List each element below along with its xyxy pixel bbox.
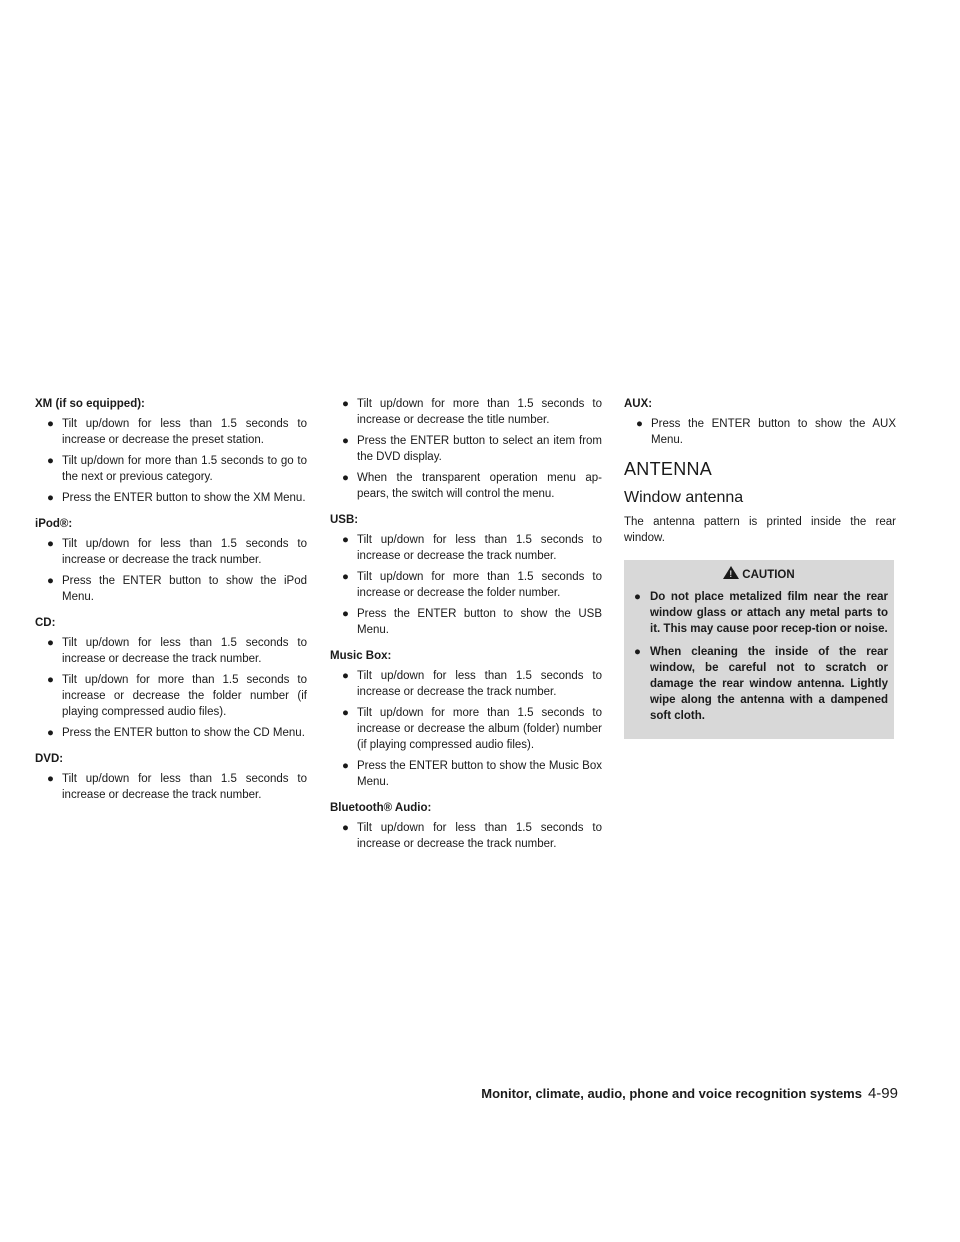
section-musicbox	[330, 648, 602, 790]
section-dvd-continued	[330, 396, 602, 502]
bullet-icon: ●	[47, 418, 54, 430]
bullet-icon: ●	[342, 398, 349, 410]
section-ipod	[35, 516, 307, 605]
list-item: ● Press the ENTER button to show the XM Menu.	[47, 492, 306, 504]
section-heading-dvd: DVD:	[35, 753, 64, 765]
list-item: ● Tilt up/down for less than 1.5 seconds to increase or decrease the track number.	[47, 773, 307, 801]
bullet-icon: ●	[342, 822, 349, 834]
bullet-icon: ●	[47, 637, 54, 649]
list-item: ● Tilt up/down for less than 1.5 seconds to increase or decrease the track number.	[47, 538, 307, 566]
list-item: ● Tilt up/down for less than 1.5 seconds to increase or decrease the track number.	[47, 637, 307, 665]
caution-box	[624, 560, 894, 739]
bullet-icon: ●	[342, 608, 349, 620]
bullet-icon: ●	[342, 435, 349, 447]
bullet-icon: ●	[634, 591, 641, 603]
list-item: ● Tilt up/down for less than 1.5 seconds to increase or decrease the track number.	[342, 534, 602, 562]
column-right	[624, 396, 896, 739]
bullet-icon: ●	[342, 534, 349, 546]
bullet-icon: ●	[634, 646, 641, 658]
bullet-icon: ●	[47, 674, 54, 686]
bullet-icon: ●	[342, 707, 349, 719]
bullet-icon: ●	[47, 455, 54, 467]
list-item: ● Press the ENTER button to show the CD Menu.	[47, 727, 305, 739]
antenna-paragraph: The antenna pattern is printed inside the rear window.	[624, 516, 896, 544]
bullet-icon: ●	[342, 472, 349, 484]
bullet-icon: ●	[342, 571, 349, 583]
list-item: ● Tilt up/down for more than 1.5 seconds to increase or decrease the album (folder) number (if playing compressed audio files).	[342, 707, 602, 751]
bullet-icon: ●	[636, 418, 643, 430]
section-heading-cd: CD:	[35, 617, 56, 629]
column-left	[35, 396, 307, 813]
bullet-icon: ●	[47, 575, 54, 587]
section-heading-xm: XM (if so equipped):	[35, 398, 145, 410]
section-cd	[35, 615, 307, 741]
list-item: ● Press the ENTER button to show the Music Box Menu.	[342, 760, 602, 788]
bullet-icon: ●	[342, 670, 349, 682]
caution-item: ● Do not place metalized film near the rear window glass or attach any metal parts to it. This may cause poor recep-tion or noise.	[634, 591, 888, 635]
page-footer	[481, 1085, 898, 1103]
column-middle	[330, 396, 602, 862]
list-item: ● When the transparent operation menu ap-pears, the switch will control the menu.	[342, 472, 602, 500]
list-item: ● Press the ENTER button to select an item from the DVD display.	[342, 435, 602, 463]
footer-title: Monitor, climate, audio, phone and voice recognition systems	[481, 1086, 862, 1101]
section-heading-ipod: iPod®:	[35, 518, 73, 530]
bullet-icon: ●	[47, 492, 54, 504]
list-item: ● Tilt up/down for more than 1.5 seconds to increase or decrease the folder number.	[342, 571, 602, 599]
window-antenna-heading: Window antenna	[624, 489, 744, 506]
page-number: 4-99	[867, 1085, 898, 1102]
section-heading-aux: AUX:	[624, 398, 653, 410]
list-item: ● Tilt up/down for less than 1.5 seconds to increase or decrease the track number.	[342, 822, 602, 850]
list-item: ● Tilt up/down for more than 1.5 seconds to increase or decrease the title number.	[342, 398, 602, 426]
section-heading-musicbox: Music Box:	[330, 650, 392, 662]
section-heading-bluetooth: Bluetooth® Audio:	[330, 802, 432, 814]
list-item: ● Tilt up/down for less than 1.5 seconds to increase or decrease the preset station.	[47, 418, 307, 446]
bullet-icon: ●	[47, 727, 54, 739]
antenna-heading: ANTENNA	[624, 459, 713, 479]
bullet-icon: ●	[342, 760, 349, 772]
caution-item: ● When cleaning the inside of the rear window, be careful not to scratch or damage the rear window antenna. Lightly wipe along the antenna with a dampened soft cloth.	[634, 646, 888, 722]
section-heading-usb: USB:	[330, 514, 359, 526]
bullet-icon: ●	[47, 538, 54, 550]
list-item: ● Press the ENTER button to show the USB Menu.	[342, 608, 602, 636]
list-item: ● Press the ENTER button to show the iPod Menu.	[47, 575, 307, 603]
warning-triangle-icon: !	[723, 566, 739, 579]
list-item: ● Press the ENTER button to show the AUX Menu.	[636, 418, 896, 446]
section-dvd	[35, 751, 307, 803]
list-item: ● Tilt up/down for less than 1.5 seconds to increase or decrease the track number.	[342, 670, 602, 698]
section-usb	[330, 512, 602, 638]
caution-title: ! CAUTION	[630, 566, 888, 583]
list-item: ● Tilt up/down for more than 1.5 seconds to go to the next or previous category.	[47, 455, 307, 483]
bullet-icon: ●	[47, 773, 54, 785]
section-aux	[624, 396, 896, 448]
section-bluetooth	[330, 800, 602, 852]
section-xm	[35, 396, 307, 506]
list-item: ● Tilt up/down for more than 1.5 seconds to increase or decrease the folder number (if playing compressed audio files).	[47, 674, 307, 718]
